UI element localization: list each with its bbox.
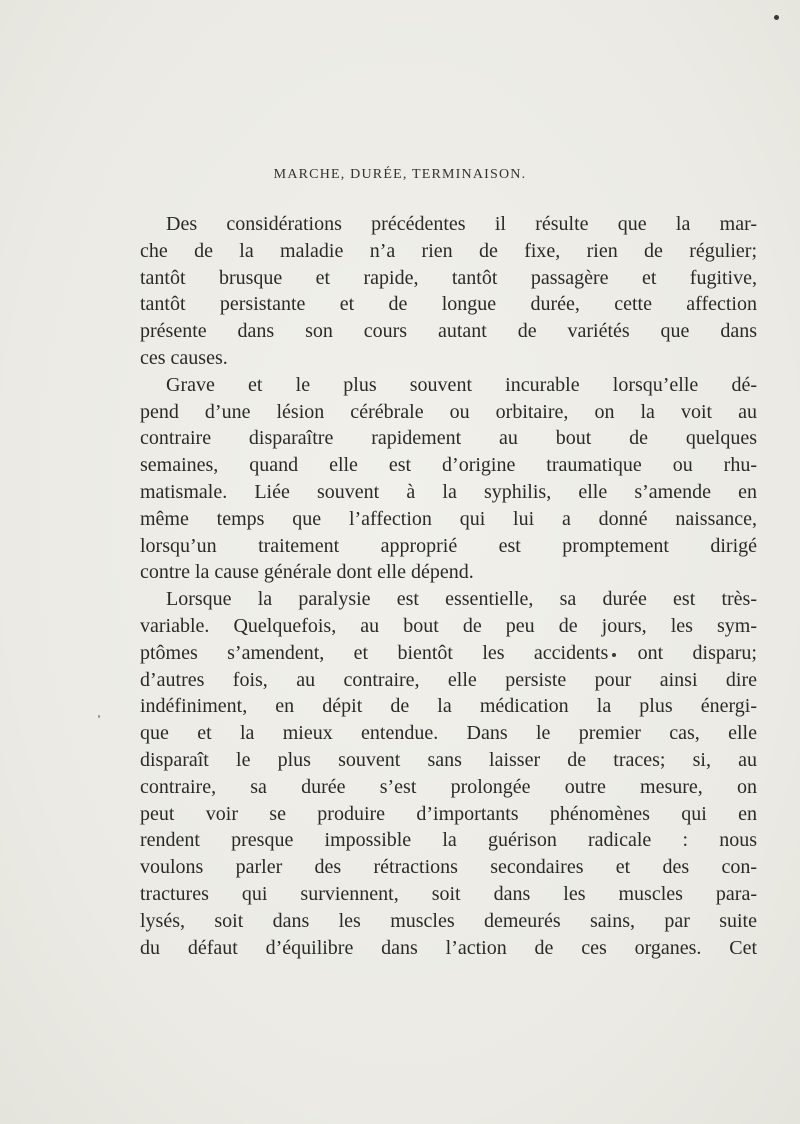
text-line: voulons parler des rétractions secondaires et des con-: [140, 856, 757, 879]
text-line: Lorsque la paralysie est essentielle, sa durée est très-: [166, 588, 757, 611]
text-line: lysés, soit dans les muscles demeurés sains, par suite: [140, 909, 757, 932]
text-line: matismale. Liée souvent à la syphilis, elle s’amende en: [140, 480, 757, 503]
text-line: indéfiniment, en dépit de la médication la plus énergi-: [140, 695, 757, 718]
running-head: MARCHE, DURÉE, TERMINAISON.: [273, 167, 527, 182]
text-line: Des considérations précédentes il résulte que la mar-: [166, 213, 757, 235]
text-line: contre la cause générale dont elle dépend.: [140, 561, 474, 584]
text-line: rendent presque impossible la guérison radicale : nous: [140, 829, 757, 852]
text-line: tractures qui surviennent, soit dans les muscles para-: [140, 882, 757, 905]
paragraph: [140, 211, 757, 372]
text-line: ptômes s’amendent, et bientôt les accidents ont disparu;: [140, 641, 757, 664]
text-line: que et la mieux entendue. Dans le premier cas, elle: [140, 722, 757, 745]
text-line: du défaut d’équilibre dans l’action de ces organes. Cet: [140, 936, 757, 959]
text-line: tantôt brusque et rapide, tantôt passagère et fugitive,: [140, 266, 757, 289]
text-line: même temps que l’affection qui lui a donné naissance,: [140, 507, 757, 530]
ink-speck: [98, 715, 100, 718]
text-line: variable. Quelquefois, au bout de peu de jours, les sym-: [140, 614, 757, 637]
text-line: d’autres fois, au contraire, elle persiste pour ainsi dire: [140, 668, 757, 691]
text-line: lorsqu’un traitement approprié est promptement dirigé: [140, 534, 757, 557]
text-line: semaines, quand elle est d’origine traumatique ou rhu-: [140, 454, 757, 477]
text-line: che de la maladie n’a rien de fixe, rien de régulier;: [140, 239, 757, 262]
text-line: peut voir se produire d’importants phénomènes qui en: [140, 802, 757, 825]
text-line: présente dans son cours autant de variétés que dans: [140, 320, 757, 343]
paragraph: [140, 372, 757, 586]
body-text: [140, 211, 757, 961]
paragraph: [140, 586, 757, 961]
text-line: tantôt persistante et de longue durée, cette affection: [140, 293, 757, 316]
ink-speck: [774, 15, 779, 20]
text-line: Grave et le plus souvent incurable lorsqu’elle dé-: [166, 373, 757, 396]
text-line: contraire, sa durée s’est prolongée outre mesure, on: [140, 775, 757, 798]
text-line: pend d’une lésion cérébrale ou orbitaire, on la voit au: [140, 400, 757, 423]
text-line: disparaît le plus souvent sans laisser de traces; si, au: [140, 748, 757, 771]
text-line: contraire disparaître rapidement au bout de quelques: [140, 427, 757, 450]
text-line: ces causes.: [140, 346, 228, 369]
